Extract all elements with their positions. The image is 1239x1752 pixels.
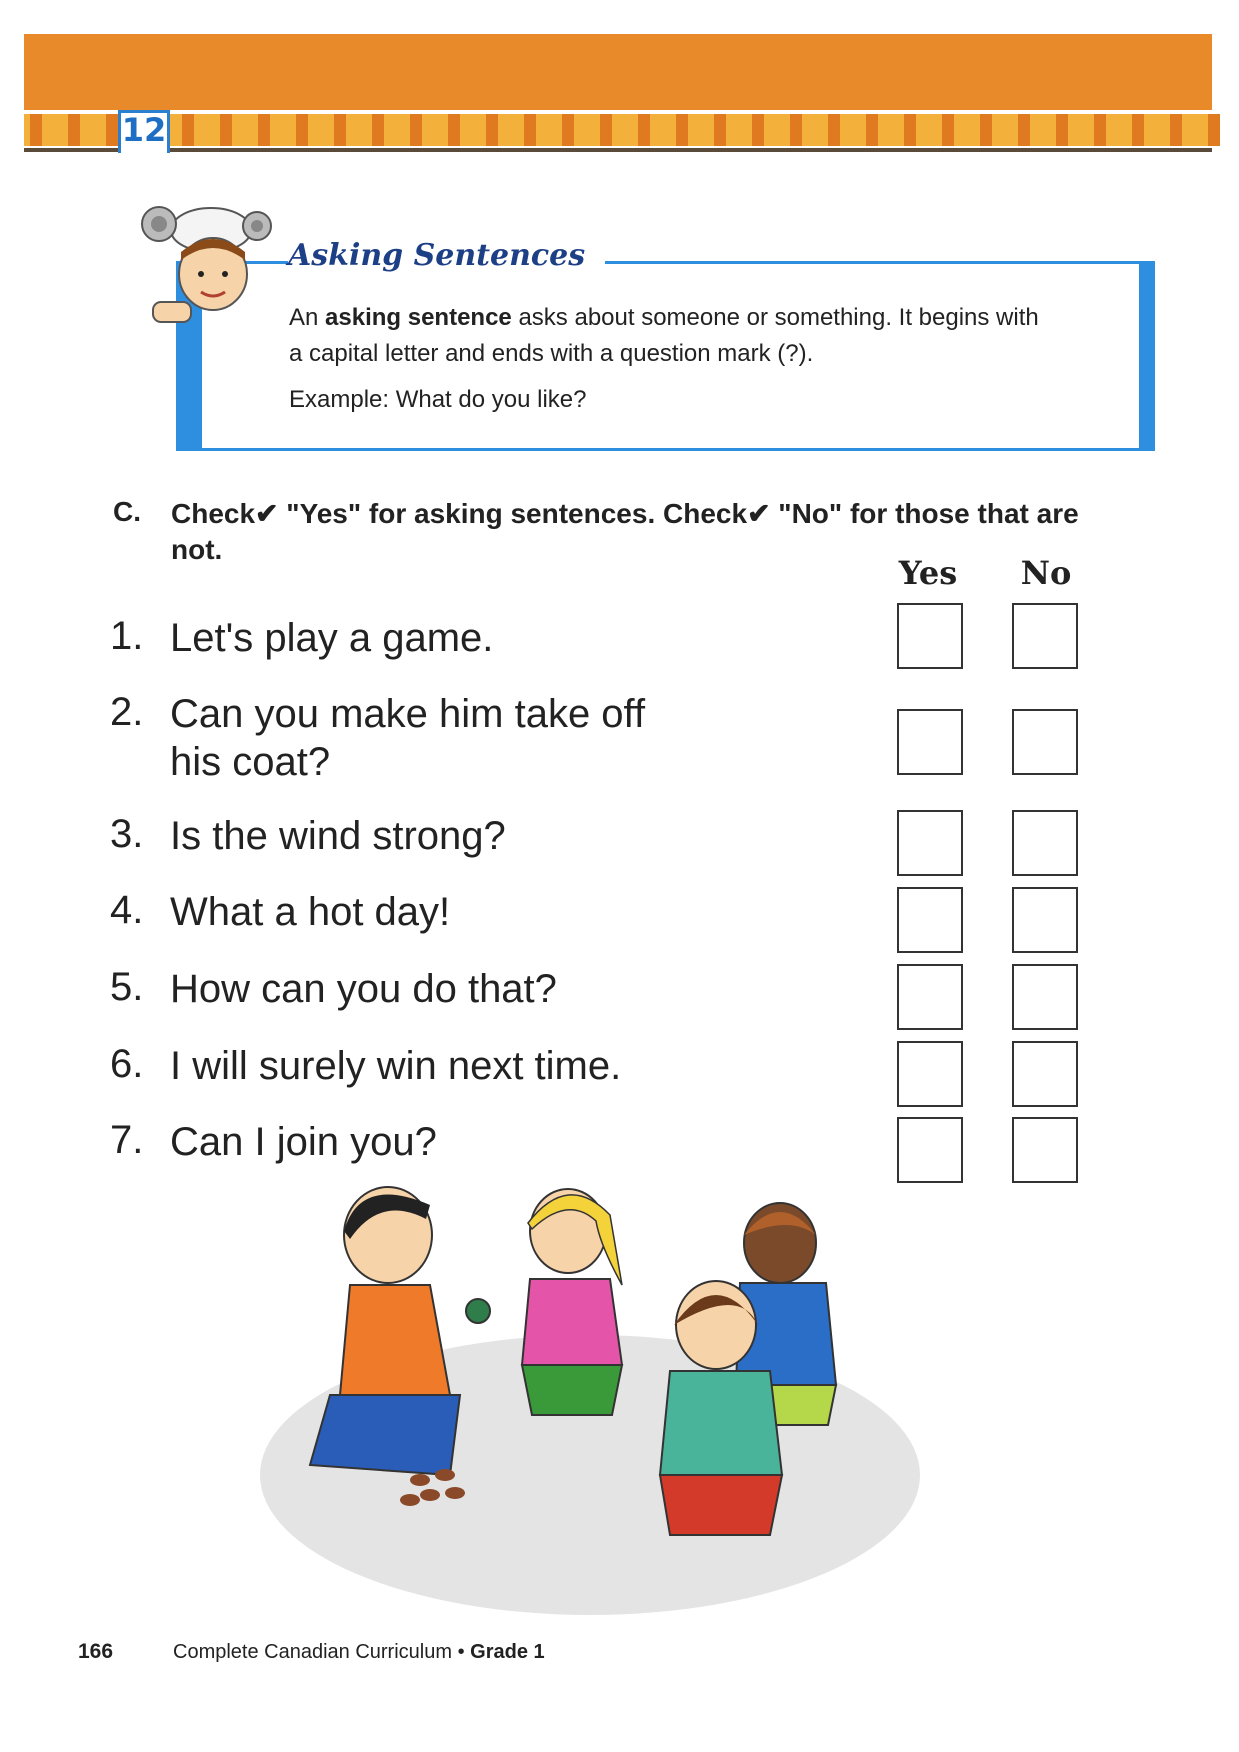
question-text: Can you make him take off his coat? <box>170 692 646 784</box>
column-header-no: No <box>1020 554 1072 592</box>
checkmark-icon: ✔ <box>747 498 771 529</box>
stripe-segment <box>106 114 118 146</box>
header-stripe <box>24 114 1212 146</box>
stripe-segment <box>828 114 840 146</box>
book-footer: Complete Canadian Curriculum • Grade 1 <box>173 1641 545 1663</box>
question-number: 6. <box>110 1042 144 1086</box>
exercise-instruction: Check✔ "Yes" for asking sentences. Check✔ "No" for those that are not. <box>171 498 1079 565</box>
stripe-segment <box>1056 114 1068 146</box>
yes-checkbox[interactable] <box>897 1117 963 1183</box>
yes-checkbox[interactable] <box>897 810 963 876</box>
question-number: 3. <box>110 812 144 856</box>
children-playing-illustration <box>250 1175 930 1625</box>
no-checkbox[interactable] <box>1012 964 1078 1030</box>
stripe-segment <box>334 114 346 146</box>
stripe-segment <box>1094 114 1106 146</box>
stripe-segment <box>524 114 536 146</box>
stripe-segment <box>790 114 802 146</box>
girl-figure <box>522 1189 622 1415</box>
question-text: Can I join you? <box>170 1120 437 1164</box>
checkmark-icon: ✔ <box>255 498 279 529</box>
no-checkbox[interactable] <box>1012 709 1078 775</box>
question-number: 7. <box>110 1118 144 1162</box>
lesson-definition: An asking sentence asks about someone or something. It begins with a capital letter and ends with a question mark (?). <box>289 304 1039 367</box>
stripe-segment <box>1170 114 1182 146</box>
yes-checkbox[interactable] <box>897 1041 963 1107</box>
page-number: 166 <box>78 1640 114 1663</box>
stripe-segment <box>752 114 764 146</box>
question-text: What a hot day! <box>170 890 451 934</box>
yes-checkbox[interactable] <box>897 887 963 953</box>
stripe-segment <box>296 114 308 146</box>
stripe-segment <box>258 114 270 146</box>
stripe-segment <box>714 114 726 146</box>
exercise-letter: C. <box>113 496 141 527</box>
stripe-segment <box>1208 114 1220 146</box>
no-checkbox[interactable] <box>1012 1041 1078 1107</box>
question-text: How can you do that? <box>170 967 557 1011</box>
yes-checkbox[interactable] <box>897 603 963 669</box>
column-header-yes: Yes <box>898 554 958 592</box>
stripe-segment <box>980 114 992 146</box>
stripe-segment <box>600 114 612 146</box>
question-text: Is the wind strong? <box>170 814 506 858</box>
question-number: 2. <box>110 690 144 734</box>
stripe-segment <box>562 114 574 146</box>
header-banner <box>24 34 1212 110</box>
header-rule <box>24 148 1212 152</box>
stripe-segment <box>904 114 916 146</box>
yes-checkbox[interactable] <box>897 964 963 1030</box>
no-checkbox[interactable] <box>1012 603 1078 669</box>
stripe-segment <box>220 114 232 146</box>
stripe-segment <box>182 114 194 146</box>
no-checkbox[interactable] <box>1012 1117 1078 1183</box>
stripe-segment <box>410 114 422 146</box>
stripe-segment <box>486 114 498 146</box>
stripe-segment <box>942 114 954 146</box>
stripe-segment <box>30 114 42 146</box>
no-checkbox[interactable] <box>1012 810 1078 876</box>
question-number: 5. <box>110 965 144 1009</box>
stripe-segment <box>68 114 80 146</box>
unit-number: 12 <box>121 111 167 149</box>
ram-mascot-icon <box>133 192 281 324</box>
question-number: 4. <box>110 888 144 932</box>
stripe-segment <box>638 114 650 146</box>
stripe-segment <box>1132 114 1144 146</box>
question-text: Let's play a game. <box>170 616 494 660</box>
stripe-segment <box>676 114 688 146</box>
stripe-segment <box>448 114 460 146</box>
stripe-segment <box>1018 114 1030 146</box>
stripe-segment <box>372 114 384 146</box>
no-checkbox[interactable] <box>1012 887 1078 953</box>
lesson-title: Asking Sentences <box>288 238 605 273</box>
lesson-example: Example: What do you like? <box>289 386 587 413</box>
stripe-segment <box>866 114 878 146</box>
yes-checkbox[interactable] <box>897 709 963 775</box>
question-text: I will surely win next time. <box>170 1044 622 1088</box>
definition-term: asking sentence <box>325 304 512 331</box>
question-number: 1. <box>110 614 144 658</box>
